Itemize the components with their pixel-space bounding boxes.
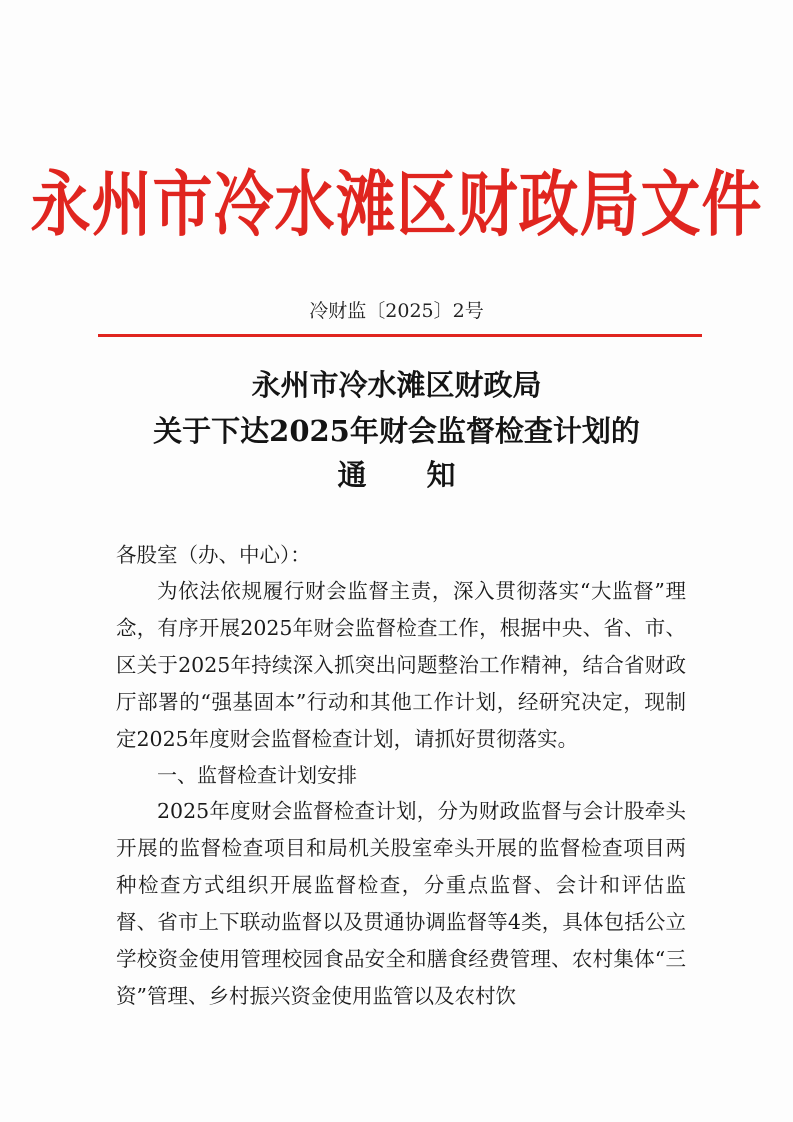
salutation: 各股室（办、中心）：: [116, 543, 311, 567]
title-line-1: 永州市冷水滩区财政局: [251, 368, 542, 402]
title-line-3: 通知: [337, 458, 516, 492]
paragraph-1: 为依法依规履行财会监督主责，深入贯彻落实“大监督”理念，有序开展2025年财会监督检查工作，根据中央、省、市、区关于2025年持续深入抓突出问题整治工作精神，结合省财政厅部署的“强基固本”行动和其他工作计划，经研究决定，现制定2025年度财会监督检查计划，请抓好贯彻落实。: [116, 579, 686, 751]
section-heading-1: 一、监督检查计划安排: [157, 763, 357, 787]
issuer-title: 永州市冷水滩区财政局文件: [30, 163, 763, 247]
paragraph-2: 2025年度财会监督检查计划，分为财政监督与会计股牵头开展的监督检查项目和局机关股室牵头开展的监督检查项目两种检查方式组织开展监督检查，分重点监督、会计和评估监督、省市上下联动监督以及贯通协调监督等4类，具体包括公立学校资金使用管理校园食品安全和膳食经费管理、农村集体“三资”管理、乡村振兴资金使用监管以及农村饮: [116, 799, 686, 1008]
document-number: 冷财监〔2025〕2号: [309, 300, 484, 322]
red-divider-line: [98, 334, 702, 337]
title-line-2: 关于下达2025年财会监督检查计划的: [153, 414, 640, 448]
